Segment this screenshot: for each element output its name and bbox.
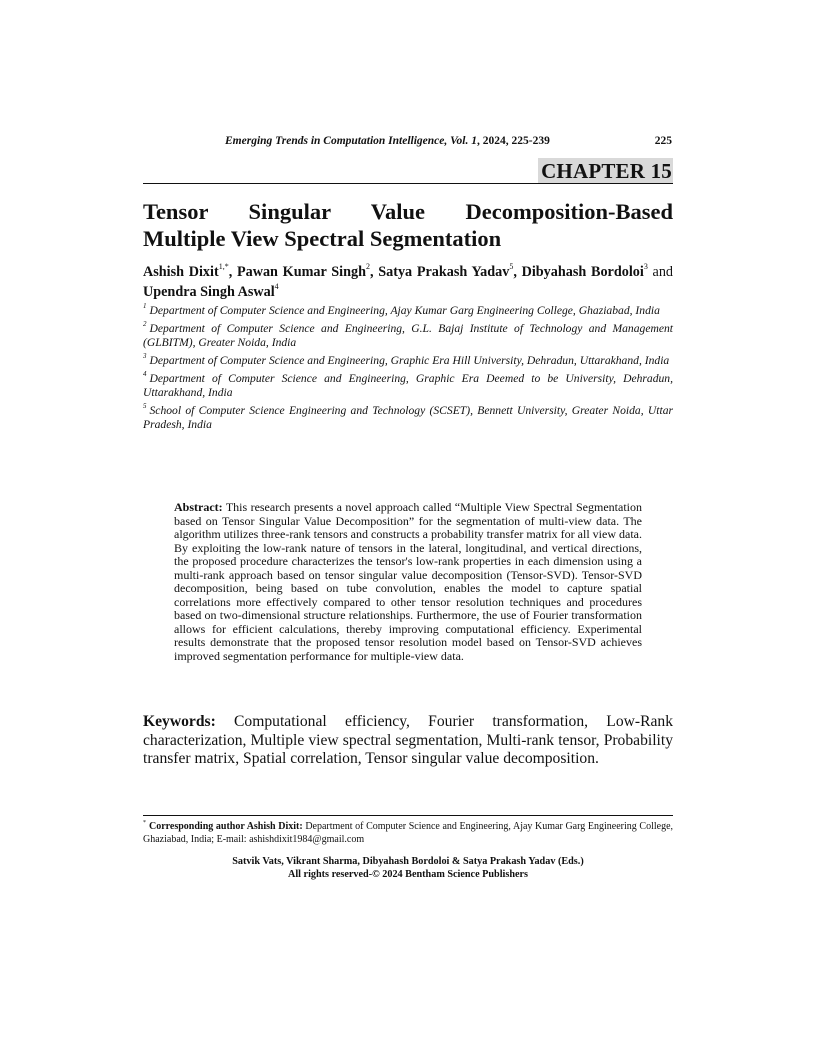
- footnote-label: Corresponding author Ashish Dixit:: [149, 821, 303, 832]
- chapter-title: [143, 198, 673, 252]
- affiliation: [143, 372, 673, 400]
- author-affiliation-marker: 2: [365, 262, 370, 272]
- author-affiliation-marker: 1,*: [218, 262, 229, 272]
- copyright-line: All rights reserved-© 2024 Bentham Science Publishers: [287, 868, 529, 880]
- keywords-label: Keywords:: [143, 713, 216, 730]
- author: [522, 264, 673, 280]
- journal-title: Emerging Trends in Computation Intelligence, Vol. 1: [225, 135, 477, 147]
- affiliation-text: Department of Computer Science and Engineering, Ajay Kumar Garg Engineering College, Ghaziabad, India: [149, 304, 660, 317]
- author-separator: and: [647, 264, 674, 280]
- affiliation: [143, 304, 673, 318]
- affiliation-marker: 2: [143, 320, 147, 329]
- chapter-rule: [143, 183, 673, 184]
- page-number: 225: [654, 135, 672, 147]
- affiliation-marker: 4: [143, 370, 147, 379]
- author: [378, 264, 521, 280]
- affiliation-text: Department of Computer Science and Engineering, G.L. Bajaj Institute of Technology and Management (GLBITM), Greater Noida, India: [143, 322, 673, 349]
- author-name: Satya Prakash Yadav: [378, 264, 510, 280]
- author-affiliation-marker: 5: [509, 262, 514, 272]
- affiliation-text: Department of Computer Science and Engineering, Graphic Era Deemed to be University, Dehradun, Uttarakhand, India: [143, 372, 673, 399]
- author-name: Dibyahash Bordoloi: [521, 264, 644, 280]
- affiliation-marker: 3: [143, 352, 147, 361]
- author-name: Pawan Kumar Singh: [236, 264, 366, 280]
- imprint: [143, 856, 673, 881]
- abstract: [174, 501, 642, 663]
- affiliation-text: Department of Computer Science and Engineering, Graphic Era Hill University, Dehradun, Uttarakhand, India: [149, 354, 670, 367]
- author-name: Ashish Dixit: [143, 264, 219, 280]
- journal-citation: [225, 133, 550, 149]
- keywords: [143, 713, 673, 769]
- author-separator: ,: [513, 264, 522, 280]
- keywords-text: Computational efficiency, Fourier transformation, Low-Rank characterization, Multiple view spectral segmentation, Multi-rank tensor, Probability transfer matrix, Spatial correlation, Tensor singular value decomposition.: [143, 713, 673, 768]
- author-name: Upendra Singh Aswal: [143, 284, 275, 300]
- journal-year-pages: , 2024, 225-239: [476, 135, 550, 147]
- abstract-text: This research presents a novel approach called “Multiple View Spectral Segmentation based on Tensor Singular Value Decomposition” for the segmentation of multi-view data. The algorithm utilizes three-rank tensors and constructs a probability transfer matrix for all view data. By exploiting the low-rank nature of tensors in the lateral, longitudinal, and vertical directions, the proposed procedure characterizes the tensor's low-rank properties in each dimension using a multi-rank approach based on tensor singular value decomposition (Tensor-SVD). Tensor-SVD decomposition, being based on tube convolution, enables the model to capture spatial correlations more effectively compared to other tensor resolution techniques and procedures based on two-dimensional structure relationships. Furthermore, the use of Fourier transformation allows for efficient calculations, thereby improving computational efficiency. Experimental results demonstrate that the proposed tensor resolution model based on Tensor-SVD achieves improved segmentation performance for multiple-view data.: [174, 500, 642, 663]
- chapter-label: CHAPTER 15: [538, 158, 673, 183]
- author: [237, 264, 378, 280]
- author-separator: ,: [369, 264, 379, 280]
- editors-line: Satvik Vats, Vikrant Sharma, Dibyahash Bordoloi & Satya Prakash Yadav (Eds.): [232, 856, 584, 867]
- author: [143, 284, 279, 300]
- affiliation-marker: 5: [143, 402, 147, 411]
- footnote-marker: *: [143, 819, 146, 826]
- author-affiliation-marker: 3: [643, 262, 648, 272]
- title-line-2: Multiple View Spectral Segmentation: [143, 226, 502, 251]
- footnote-rule: [143, 815, 673, 816]
- affiliation: [143, 404, 673, 432]
- abstract-label: Abstract:: [174, 500, 223, 514]
- affiliation: [143, 354, 673, 368]
- running-header: [143, 133, 672, 149]
- author: [143, 264, 237, 280]
- title-line-1: Tensor Singular Value Decomposition-Based: [143, 199, 673, 224]
- author-affiliation-marker: 4: [274, 282, 279, 292]
- corresponding-author-footnote: [143, 821, 673, 846]
- affiliation-marker: 1: [143, 302, 147, 311]
- affiliation: [143, 322, 673, 350]
- affiliation-list: [143, 304, 673, 436]
- footnote-text: Department of Computer Science and Engineering, Ajay Kumar Garg Engineering College, Ghaziabad, India; E-mail: ashishdixit1984@gmail.com: [143, 821, 674, 845]
- author-separator: ,: [228, 264, 237, 280]
- affiliation-text: School of Computer Science Engineering and Technology (SCSET), Bennett University, Greater Noida, Uttar Pradesh, India: [143, 404, 673, 431]
- author-list: [143, 262, 673, 302]
